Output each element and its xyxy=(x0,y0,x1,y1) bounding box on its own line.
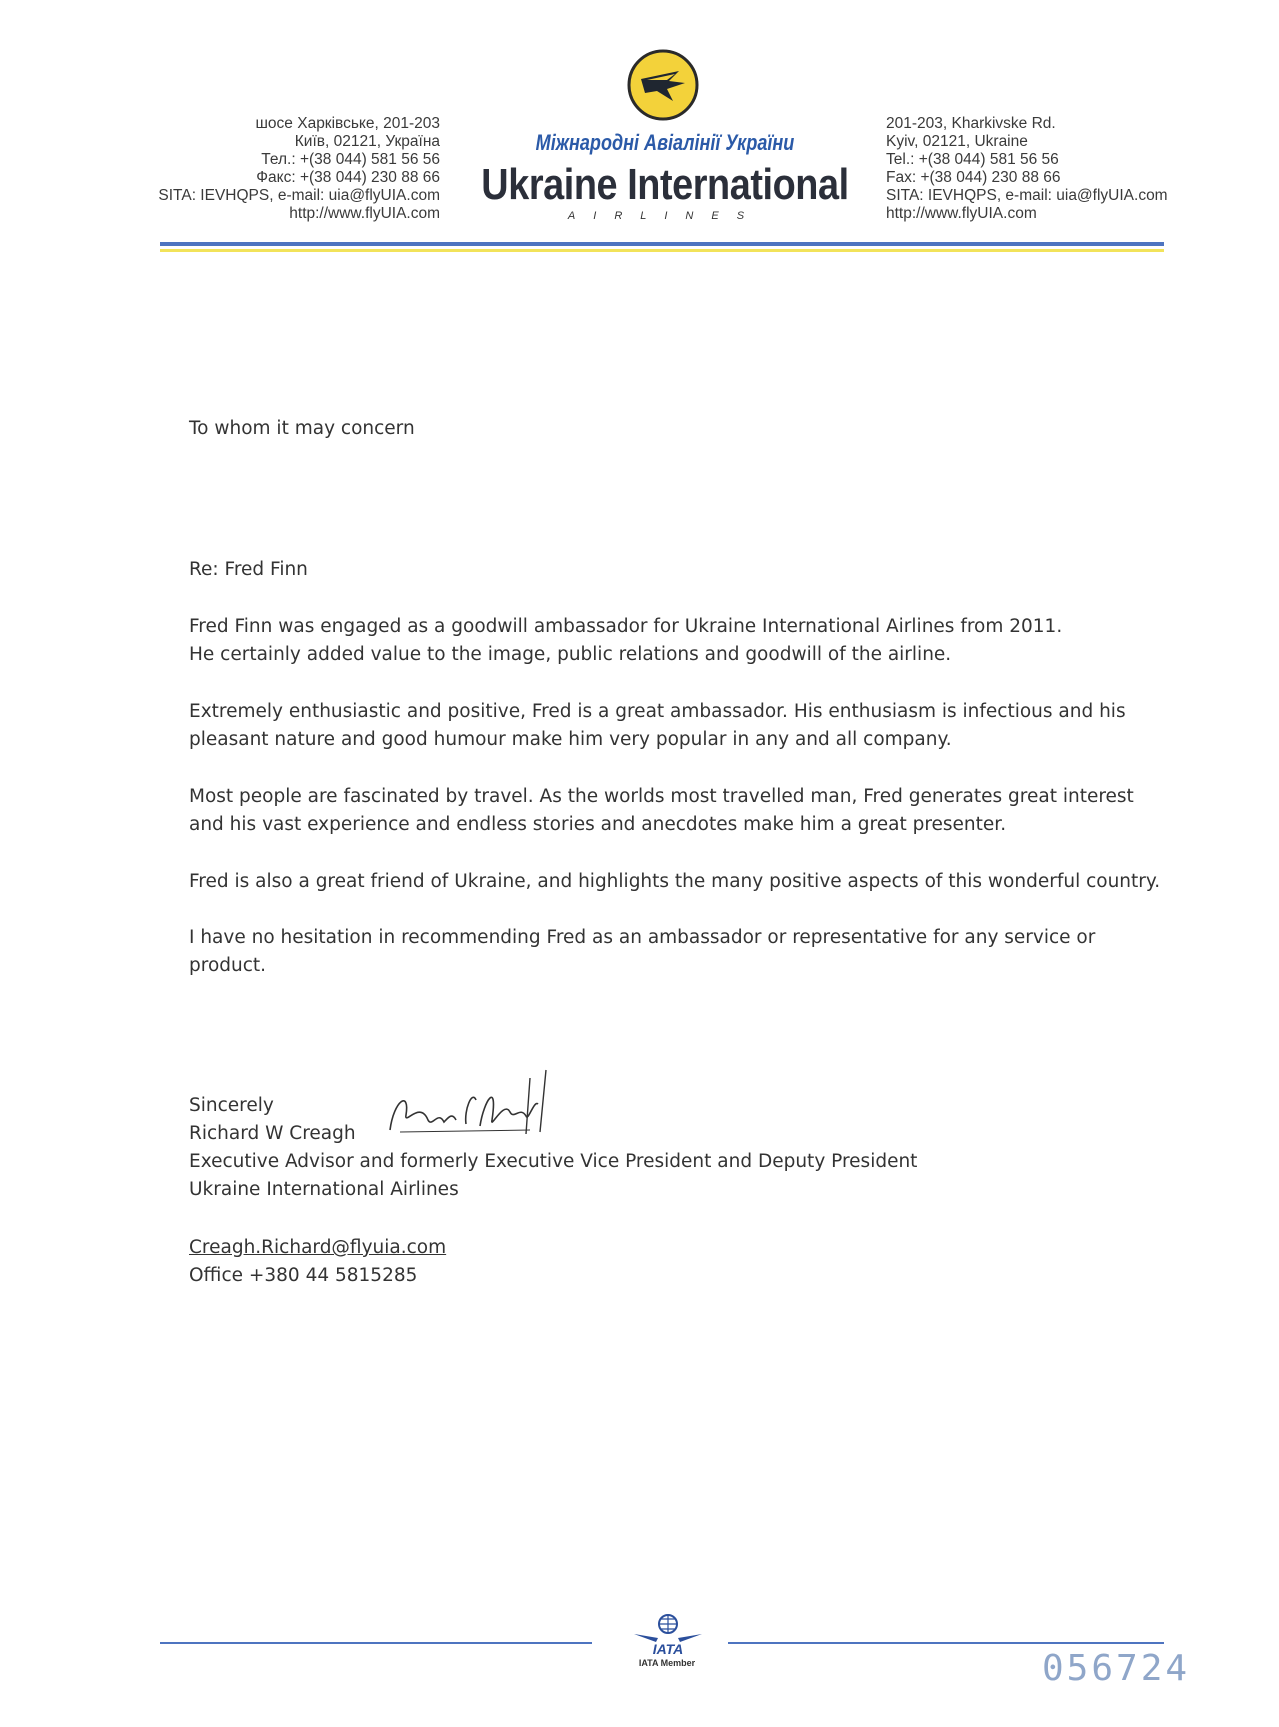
office-phone: Office +380 44 5815285 xyxy=(189,1265,418,1286)
closing: Sincerely xyxy=(189,1095,274,1116)
address-ua-line: http://www.flyUIA.com xyxy=(289,205,440,222)
iata-logo-icon xyxy=(628,1612,708,1662)
paragraph-1 xyxy=(189,613,1189,669)
brand-name-en: Ukraine International xyxy=(481,160,849,209)
serial-number: 056724 xyxy=(1042,1648,1191,1689)
paragraph-line: He certainly added value to the image, public relations and goodwill of the airline. xyxy=(189,644,952,665)
iata-label: IATA xyxy=(652,1641,684,1657)
address-en-line: http://www.flyUIA.com xyxy=(886,205,1037,222)
header-rule-blue xyxy=(160,242,1164,246)
handwritten-signature xyxy=(380,1060,600,1140)
paragraph-4 xyxy=(189,868,1189,896)
address-en-line: Fax: +(38 044) 230 88 66 xyxy=(886,169,1061,186)
closing-block xyxy=(189,1092,1189,1204)
address-ua-line: Факс: +(38 044) 230 88 66 xyxy=(256,169,440,186)
signer-title: Executive Advisor and formerly Executive Vice President and Deputy President xyxy=(189,1151,918,1172)
contact-block xyxy=(189,1234,1189,1290)
footer-rule-right xyxy=(728,1642,1164,1644)
email-link[interactable]: Creagh.Richard@flyuia.com xyxy=(189,1237,447,1258)
address-ua-line: шосе Харківське, 201-203 xyxy=(255,115,440,132)
paragraph-2 xyxy=(189,698,1189,754)
address-en-line: 201-203, Kharkivske Rd. xyxy=(886,115,1056,132)
address-ua-line: SITA: IEVHQPS, e-mail: uia@flyUIA.com xyxy=(158,187,440,204)
subject-line: Re: Fred Finn xyxy=(189,559,308,580)
address-ua-line: Тел.: +(38 044) 581 56 56 xyxy=(261,151,440,168)
brand-subtitle: AIRLINES xyxy=(567,210,763,222)
footer-rule-left xyxy=(160,1642,592,1644)
signer-company: Ukraine International Airlines xyxy=(189,1179,459,1200)
paragraph-line: Most people are fascinated by travel. As the worlds most travelled man, Fred generates great interest xyxy=(189,786,1134,807)
address-ua-line: Київ, 02121, Україна xyxy=(294,133,440,150)
paragraph-line: product. xyxy=(189,955,267,976)
address-block-ua xyxy=(158,115,440,223)
paragraph-line: Fred Finn was engaged as a goodwill ambassador for Ukraine International Airlines from 2011. xyxy=(189,616,1063,637)
iata-member-label: IATA Member xyxy=(638,1658,696,1668)
paragraph-line: Fred is also a great friend of Ukraine, and highlights the many positive aspects of this wonderful country. xyxy=(189,871,1161,892)
address-en-line: Kyiv, 02121, Ukraine xyxy=(886,133,1028,150)
paragraph-5 xyxy=(189,924,1189,980)
address-en-line: SITA: IEVHQPS, e-mail: uia@flyUIA.com xyxy=(886,187,1168,204)
paragraph-line: and his vast experience and endless stories and anecdotes make him a great presenter. xyxy=(189,814,1007,835)
paragraph-line: pleasant nature and good humour make him very popular in any and all company. xyxy=(189,729,952,750)
paragraph-3 xyxy=(189,783,1189,839)
address-en-line: Tel.: +(38 044) 581 56 56 xyxy=(886,151,1059,168)
header-rule-yellow xyxy=(160,249,1164,252)
brand-name-ua: Міжнародні Авіалінії України xyxy=(535,130,795,155)
address-block-en xyxy=(886,115,1168,223)
paragraph-line: I have no hesitation in recommending Fred as an ambassador or representative for any service or xyxy=(189,927,1096,948)
salutation: To whom it may concern xyxy=(189,418,415,439)
paragraph-line: Extremely enthusiastic and positive, Fred is a great ambassador. His enthusiasm is infectious and his xyxy=(189,701,1126,722)
uia-emblem-icon xyxy=(627,49,699,121)
signer-name: Richard W Creagh xyxy=(189,1123,356,1144)
